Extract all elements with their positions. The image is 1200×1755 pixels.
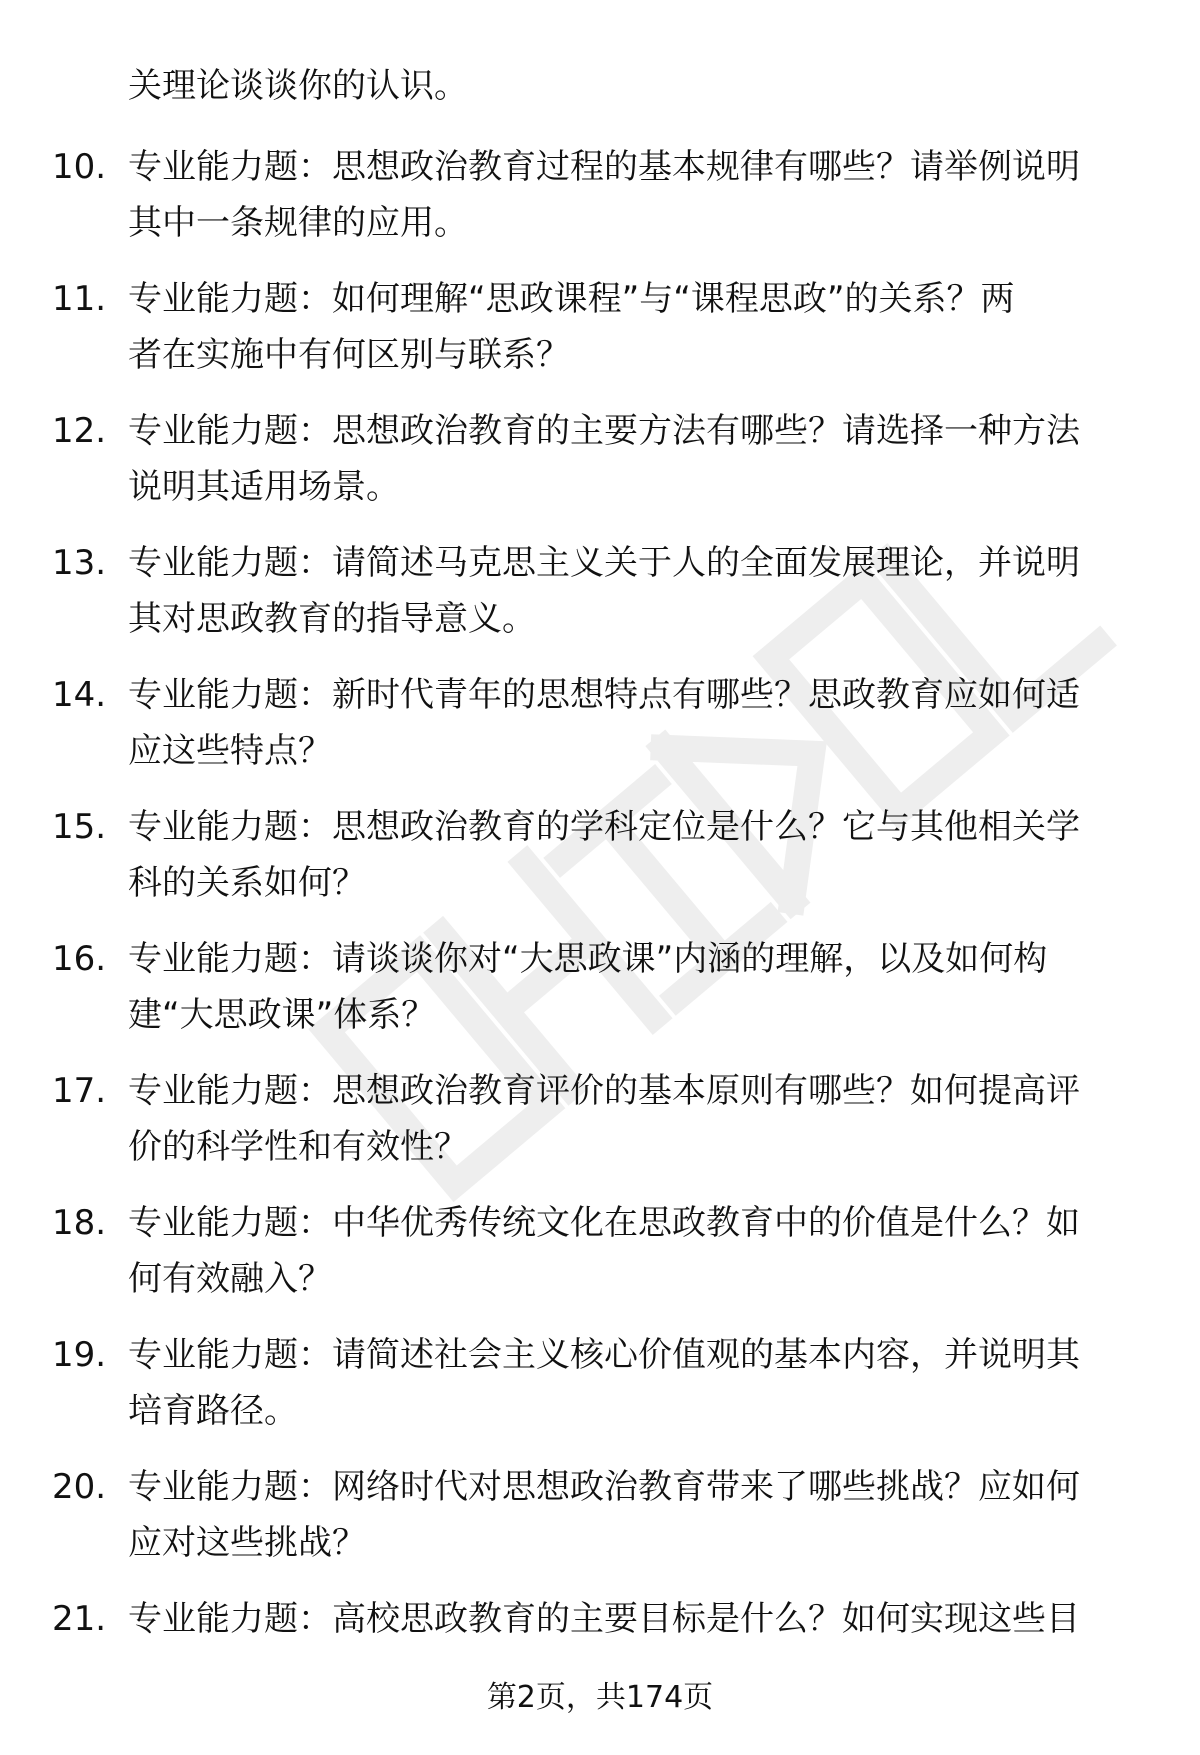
question-number: 10. (52, 147, 107, 187)
question-text-line2: 者在实施中有何区别与联系？ (128, 335, 570, 375)
question-text-line2: 说明其适用场景。 (128, 467, 400, 507)
question-text-line2: 价的科学性和有效性？ (128, 1127, 468, 1167)
question-text-line1: 专业能力题：中华优秀传统文化在思政教育中的价值是什么？如 (128, 1203, 1080, 1243)
question-text-line2: 培育路径。 (128, 1391, 298, 1431)
question-item (0, 931, 1200, 1063)
question-number: 16. (52, 939, 107, 979)
question-item (0, 1459, 1200, 1591)
question-item (0, 139, 1200, 271)
question-item (0, 271, 1200, 403)
page-footer: 第2页，共174页 (486, 1680, 714, 1715)
question-text-line2: 科的关系如何？ (128, 863, 366, 903)
question-text-line1: 专业能力题：网络时代对思想政治教育带来了哪些挑战？应如何 (128, 1467, 1080, 1507)
question-number: 14. (52, 675, 107, 715)
question-text-line1: 专业能力题：思想政治教育的学科定位是什么？它与其他相关学 (128, 807, 1080, 847)
question-text-line1: 专业能力题：请简述马克思主义关于人的全面发展理论，并说明 (128, 543, 1080, 583)
question-text-line1: 专业能力题：请简述社会主义核心价值观的基本内容，并说明其 (128, 1335, 1080, 1375)
question-text-line1: 专业能力题：如何理解“思政课程”与“课程思政”的关系？两 (128, 279, 1015, 319)
question-item (0, 1063, 1200, 1195)
question-text-line2: 其对思政教育的指导意义。 (128, 599, 536, 639)
question-text-line1: 专业能力题：新时代青年的思想特点有哪些？思政教育应如何适 (128, 675, 1080, 715)
question-item (0, 1195, 1200, 1327)
question-number: 20. (52, 1467, 107, 1507)
question-number: 18. (52, 1203, 107, 1243)
question-item (0, 667, 1200, 799)
question-text-line1: 专业能力题：高校思政教育的主要目标是什么？如何实现这些目 (128, 1599, 1080, 1639)
question-number: 21. (52, 1599, 107, 1639)
question-item (0, 535, 1200, 667)
question-item (0, 799, 1200, 931)
question-number: 19. (52, 1335, 107, 1375)
question-text-line2: 建“大思政课”体系？ (128, 995, 436, 1035)
question-text-line2: 其中一条规律的应用。 (128, 203, 468, 243)
question-text-line1: 专业能力题：思想政治教育过程的基本规律有哪些？请举例说明 (128, 147, 1080, 187)
question-list (0, 139, 1200, 1723)
question-number: 11. (52, 279, 107, 319)
question-number: 17. (52, 1071, 107, 1111)
question-item (0, 1327, 1200, 1459)
question-text-line2: 应这些特点？ (128, 731, 332, 771)
question-number: 13. (52, 543, 107, 583)
question-text-line2: 何有效融入？ (128, 1259, 332, 1299)
question-number: 12. (52, 411, 107, 451)
continued-text: 关理论谈谈你的认识。 (128, 66, 468, 106)
question-text-line1: 专业能力题：思想政治教育的主要方法有哪些？请选择一种方法 (128, 411, 1080, 451)
question-text-line1: 专业能力题：思想政治教育评价的基本原则有哪些？如何提高评 (128, 1071, 1080, 1111)
question-text-line1: 专业能力题：请谈谈你对“大思政课”内涵的理解，以及如何构 (128, 939, 1048, 979)
question-text-line2: 应对这些挑战？ (128, 1523, 366, 1563)
question-number: 15. (52, 807, 107, 847)
question-item (0, 403, 1200, 535)
